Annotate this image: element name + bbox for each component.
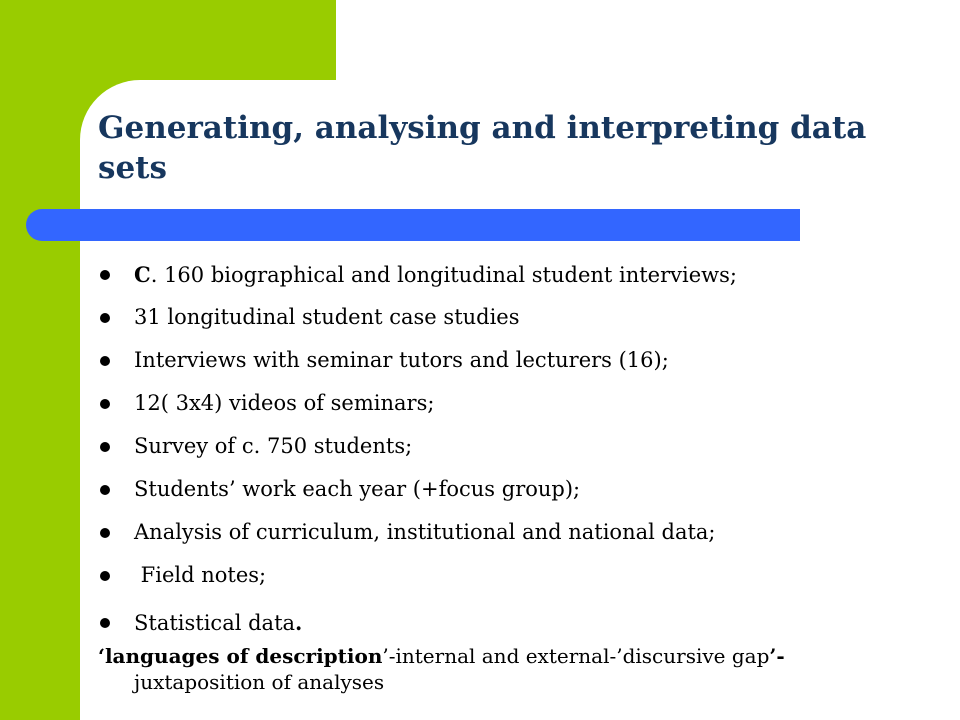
footer-note bbox=[98, 643, 948, 695]
bullet-item bbox=[100, 296, 737, 339]
bullet-tail: . bbox=[295, 610, 303, 635]
bullet-icon bbox=[100, 442, 110, 452]
bullet-icon bbox=[100, 399, 110, 409]
bullet-item bbox=[100, 554, 737, 597]
footer-bold: ‘languages of description bbox=[98, 644, 383, 668]
bullet-item bbox=[100, 468, 737, 511]
bullet-icon bbox=[100, 528, 110, 538]
bullet-list bbox=[100, 253, 737, 644]
bullet-item bbox=[100, 425, 737, 468]
bullet-icon bbox=[100, 270, 110, 280]
slide-title: Generating, analysing and interpreting data sets bbox=[98, 110, 867, 186]
bullet-item bbox=[100, 253, 737, 296]
footer-line2: juxtaposition of analyses bbox=[134, 670, 385, 694]
bullet-text: Statistical data bbox=[134, 611, 296, 635]
bullet-text: Field notes; bbox=[134, 563, 267, 587]
bullet-item bbox=[100, 601, 737, 644]
bullet-item bbox=[100, 339, 737, 382]
bullet-lead: C bbox=[134, 262, 151, 287]
bullet-icon bbox=[100, 313, 110, 323]
bullet-icon bbox=[100, 356, 110, 366]
bullet-text: 12( 3x4) videos of seminars; bbox=[134, 391, 435, 415]
bullet-item bbox=[100, 382, 737, 425]
bullet-text: Students’ work each year (+focus group); bbox=[134, 477, 581, 501]
footer-text: ’-internal and external-’discursive gap bbox=[382, 644, 770, 668]
bullet-text: Survey of c. 750 students; bbox=[134, 434, 413, 458]
bullet-icon bbox=[100, 485, 110, 495]
bullet-text: 31 longitudinal student case studies bbox=[134, 305, 520, 329]
bullet-text: Analysis of curriculum, institutional and national data; bbox=[134, 520, 716, 544]
bullet-icon bbox=[100, 571, 110, 581]
title-underline-bar bbox=[26, 209, 800, 241]
bullet-icon bbox=[100, 618, 110, 628]
bullet-text: . 160 biographical and longitudinal student interviews; bbox=[150, 263, 737, 287]
bullet-text: Interviews with seminar tutors and lecturers (16); bbox=[134, 348, 669, 372]
bullet-item bbox=[100, 511, 737, 554]
footer-bold-end: ’- bbox=[769, 644, 785, 668]
